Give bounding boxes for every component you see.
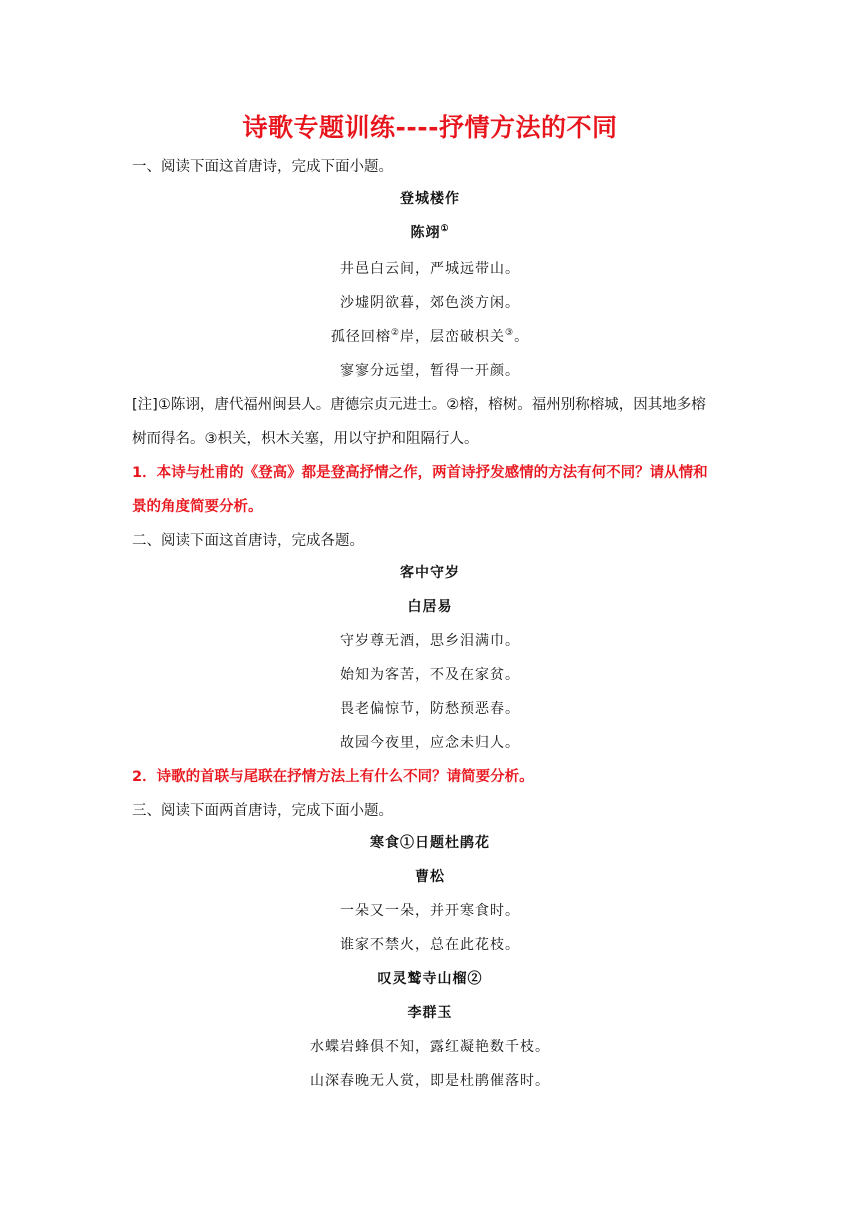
poem-1-note-line-1: [注]①陈诩，唐代福州闽县人。唐德宗贞元进士。②榕，榕树。福州别称榕城，因其地多榕 [132,397,706,413]
footnote-mark: ② [390,328,400,338]
section-1-heading: 一、阅读下面这首唐诗，完成下面小题。 [132,159,393,175]
section-2-heading: 二、阅读下面这首唐诗，完成各题。 [132,533,364,549]
poem-4-author: 李群玉 [407,1005,453,1021]
document-title: 诗歌专题训练----抒情方法的不同 [242,113,618,142]
poem-2-title: 客中守岁 [400,565,460,581]
question-1-line-2: 景的角度简要分析。 [132,499,263,515]
poem-3-title: 寒食①日题杜鹃花 [370,835,490,851]
poem-1-title: 登城楼作 [400,191,460,207]
poem-1-line-2: 沙墟阴欲暮，郊色淡方闲。 [340,295,520,311]
poem-2-author: 白居易 [407,599,453,615]
poem-2-line-2: 始知为客苦，不及在家贫。 [340,667,520,683]
question-1-line-1: 1．本诗与杜甫的《登高》都是登高抒情之作，两首诗抒发感情的方法有何不同？请从情和 [132,465,708,481]
poem-3-line-2: 谁家不禁火，总在此花枝。 [340,937,520,953]
poem-2-line-1: 守岁尊无酒，思乡泪满巾。 [340,633,520,649]
poem-1-note-line-2: 树而得名。③枳关，枳木关塞，用以守护和阻隔行人。 [132,431,479,447]
footnote-mark: ③ [505,328,515,338]
poem-4-title: 叹灵鹫寺山榴② [377,971,483,987]
poem-1-line-1: 井邑白云间，严城远带山。 [340,261,520,277]
poem-1-line-4: 寥寥分远望，暂得一开颜。 [340,363,520,379]
question-2: 2．诗歌的首联与尾联在抒情方法上有什么不同？请简要分析。 [132,769,534,785]
footnote-mark: ① [440,224,450,234]
poem-1-author: 陈翊① [410,224,450,241]
section-3-heading: 三、阅读下面两首唐诗，完成下面小题。 [132,803,393,819]
poem-2-line-4: 故园今夜里，应念未归人。 [340,735,520,751]
poem-3-line-1: 一朵又一朵，并开寒食时。 [340,903,520,919]
poem-3-author: 曹松 [415,869,445,885]
poem-2-line-3: 畏老偏惊节，防愁预恶春。 [340,701,520,717]
poem-1-line-3: 孤径回榕②岸，层峦破枳关③。 [330,328,530,345]
poem-4-line-1: 水蝶岩蜂俱不知，露红凝艳数千枝。 [310,1039,550,1055]
poem-4-line-2: 山深春晚无人赏，即是杜鹃催落时。 [310,1073,550,1089]
